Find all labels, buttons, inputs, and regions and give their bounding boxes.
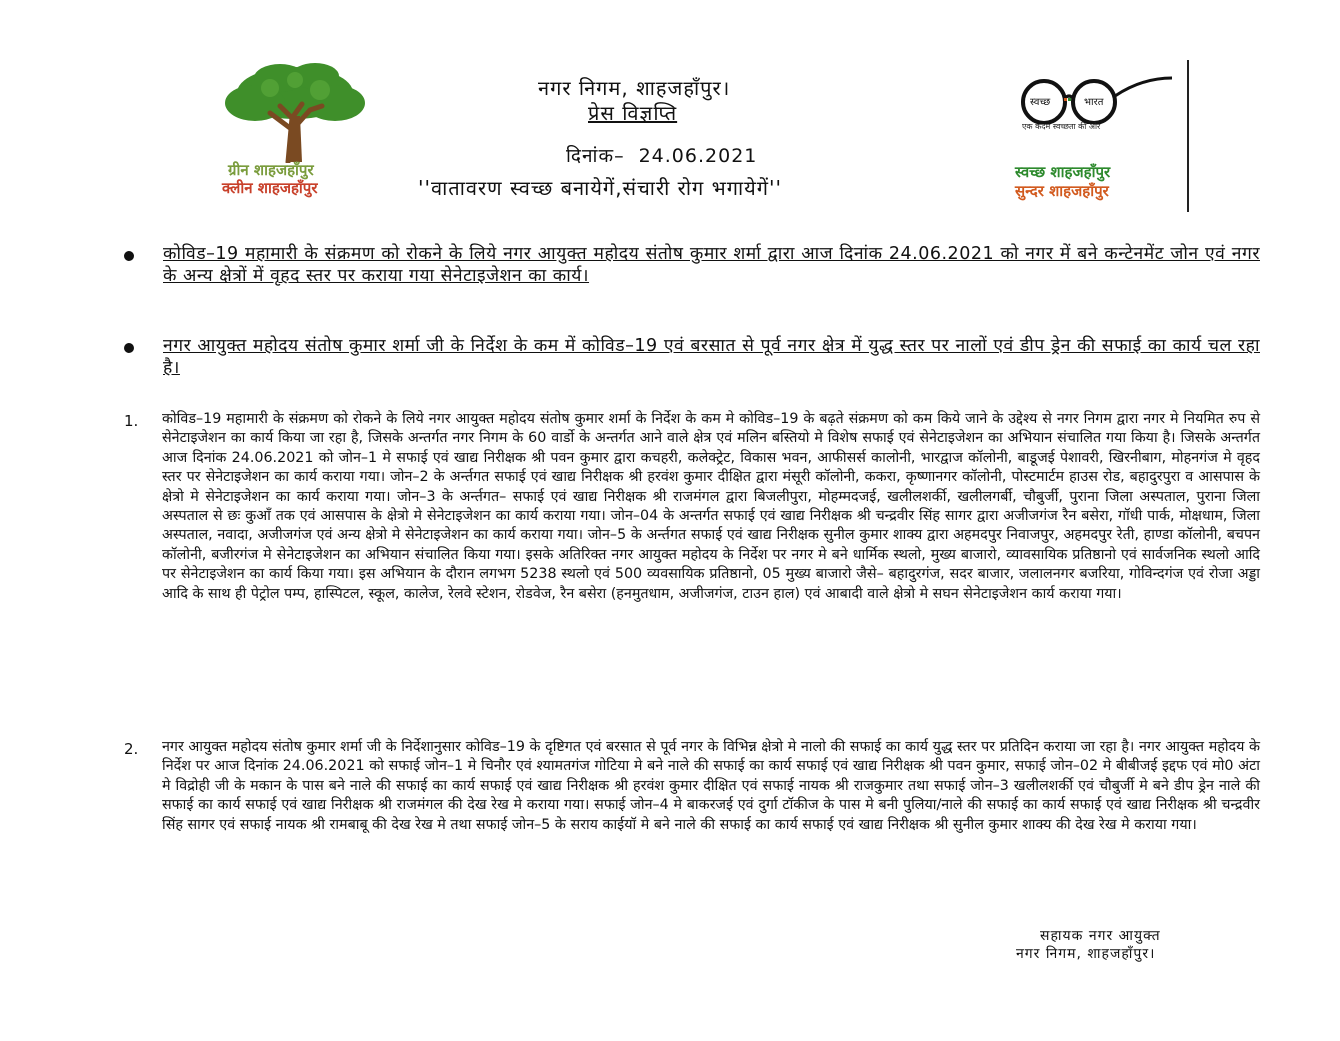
signature-title: सहायक नगर आयुक्त: [1040, 928, 1161, 944]
press-release-heading: प्रेस विज्ञप्ति: [588, 101, 678, 125]
bullet-dot-2: [124, 343, 134, 353]
signature-office: नगर निगम, शाहजहाँपुर।: [1016, 946, 1156, 962]
bharat-word: भारत: [1084, 97, 1104, 108]
header-divider: [1187, 60, 1189, 212]
tree-icon: [210, 58, 380, 163]
slogan: ''वातावरण स्वच्छ बनायेगें,संचारी रोग भगायेगें'': [418, 176, 782, 200]
date-value: 24.06.2021: [638, 145, 758, 167]
sundar-shahjahanpur-caption: सुन्दर शाहजहाँपुर: [1015, 182, 1109, 200]
date-line: [566, 142, 771, 168]
swachh-shahjahanpur-caption: स्वच्छ शाहजहाँपुर: [1015, 163, 1111, 181]
paragraph-number-2: 2.: [124, 740, 139, 758]
highlight-1: कोविड–19 महामारी के संक्रमण को रोकने के लिये नगर आयुक्त महोदय संतोष कुमार शर्मा द्वारा आज दिनांक 24.06.2021 को नगर में बने कन्टेनमेंट जोन एवं नगर के अन्य क्षेत्रों में वृहद स्तर पर कराया गया सेनेटाइजेशन का कार्य।: [163, 244, 1260, 286]
paragraph-2: नगर आयुक्त महोदय संतोष कुमार शर्मा जी के निर्देशानुसार कोविड–19 के दृष्टिगत एवं बरसात से पूर्व नगर के विभिन्न क्षेत्रो मे नालो की सफाई का कार्य युद्ध स्तर पर प्रतिदिन कराया जा रहा है। नगर आयुक्त महोदय के निर्देश पर आज दिनांक 24.06.2021 को सफाई जोन–1 मे चिनौर एवं श्यामतगंज गोटिया मे बने नाले की सफाई का कार्य सफाई एवं खाद्य निरीक्षक श्री पवन कुमार, सफाई जोन–02 मे बीबीजई इद्दफ एवं मो0 अंटा मे विद्रोही जी के मकान के पास बने नाले की सफाई का कार्य सफाई एवं खाद्य निरीक्षक श्री हरवंश कुमार दीक्षित एवं सफाई नायक श्री राजकुमार तथा सफाई जोन–3 खलीलशर्की एवं चौबुर्जी मे बने डीप ड्रेन नाले की सफाई का कार्य सफाई एवं खाद्य निरीक्षक श्री राजमंगल की देख रेख मे कराया गया। सफाई जोन–4 मे बाकरजई एवं दुर्गा टॉकीज के पास मे बनी पुलिया/नाले की सफाई का कार्य सफाई एवं खाद्य निरीक्षक श्री चन्द्रवीर सिंह सागर एवं सफाई नायक श्री रामबाबू की देख रेख मे तथा सफाई जोन–5 के सराय काईयॉ मे बने नाले की सफाई का कार्य सफाई एवं खाद्य निरीक्षक श्री सुनील कुमार शाक्य की देख रेख मे कराया गया।: [162, 739, 1260, 833]
org-title: नगर निगम, शाहजहाँपुर।: [538, 76, 731, 100]
highlight-2: नगर आयुक्त महोदय संतोष कुमार शर्मा जी के निर्देश के कम में कोविड–19 एवं बरसात से पूर्व नगर क्षेत्र में युद्ध स्तर पर नालों एवं डीप ड्रेन की सफाई का कार्य चल रहा है।: [163, 336, 1260, 378]
paragraph-1: कोविड–19 महामारी के संक्रमण को रोकने के लिये नगर आयुक्त महोदय संतोष कुमार शर्मा के निर्देश के कम मे कोविड–19 के बढ़ते संक्रमण को कम किये जाने के उद्देश्य से नगर निगम द्वारा नगर मे नियमित रुप से सेनेटाइजेशन का कार्य किया जा रहा है, जिसके अन्तर्गत नगर निगम के 60 वार्डो के अन्तर्गत आने वाले क्षेत्र एवं मलिन बस्तियो मे विशेष सफाई एवं सेनेटाइजेशन का अभियान संचालित गया किया है। जिसके अन्तर्गत आज दिनांक 24.06.2021 को जोन–1 मे सफाई एवं खाद्य निरीक्षक श्री पवन कुमार द्वारा कचहरी, कलेक्ट्रेट, विकास भवन, आफीसर्स कालोनी, भारद्वाज कॉलोनी, बाडूजई पेशावरी, खिरनीबाग, मोहनगंज मे वृहद स्तर पर सेनेटाइजेशन का कार्य कराया गया। जोन–2 के अर्न्तगत सफाई एवं खाद्य निरीक्षक श्री हरवंश कुमार दीक्षित द्वारा मंसूरी कॉलोनी, ककरा, कृष्णानगर कॉलोनी, पोस्टमार्टम हाउस रोड, बहादुरपुरा व आसपास के क्षेत्रो मे सेनेटाइजेशन का कार्य कराया गया। जोन–3 के अर्न्तगत– सफाई एवं खाद्य निरीक्षक श्री राजमंगल द्वारा बिजलीपुरा, मोहम्मदजई, खलीलशर्की, खलीलगर्बी, चौबुर्जी, पुराना जिला अस्पताल, पुराना जिला अस्पताल से छः कुआँ तक एवं आसपास के क्षेत्रो मे सेनेटाइजेशन का कार्य कराया गया। जोन–04 के अन्तर्गत सफाई एवं खाद्य निरीक्षक श्री चन्द्रवीर सिंह सागर द्वारा अजीजगंज रैन बसेरा, गॉधी पार्क, मोक्षधाम, जिला अस्पताल, नवादा, अजीजगंज एवं अन्य क्षेत्रो मे सेनेटाइजेशन का कार्य कराया गया। जोन–5 के अर्न्तगत सफाई एवं खाद्य निरीक्षक सुनील कुमार शाक्य द्वारा अहमदपुर निवाजपुर, अहमदपुर रेती, हाण्डा कॉलोनी, बचपन कॉलोनी, बजीरगंज मे सेनेटाइजेशन का अभियान संचालित किया गया। इसके अतिरिक्त नगर आयुक्त महोदय के निर्देश पर नगर मे बने धार्मिक स्थलो, मुख्य बाजारो, व्यावसायिक प्रतिष्ठानो एवं सार्वजनिक स्थलो आदि पर सेनेटाइजेशन का कार्य किया गया। इस अभियान के दौरान लगभग 5238 स्थलो एवं 500 व्यवसायिक प्रतिष्ठानो, 05 मुख्य बाजारो जैसे– बहादुरगंज, सदर बाजार, जलालनगर बजरिया, गोविन्दगंज एवं रोजा अड्डा आदि के साथ ही पेट्रोल पम्प, हास्पिटल, स्कूल, कालेज, रेलवे स्टेशन, रोडवेज, रैन बसेरा (हनमुतधाम, अजीजगंज, टाउन हाल) एवं आबादी वाले क्षेत्रो मे सघन सेनेटाइजेशन कार्य कराया गया।: [162, 411, 1260, 602]
date-label: दिनांक–: [566, 145, 625, 167]
bullet-dot-1: [124, 251, 134, 261]
swachh-tagline: एक कदम स्वच्छता की ओर: [1022, 122, 1101, 131]
paragraph-number-1: 1.: [124, 412, 139, 430]
clean-shahjahanpur-caption: क्लीन शाहजहाँपुर: [222, 179, 318, 197]
swachh-word: स्वच्छ: [1030, 97, 1051, 108]
green-shahjahanpur-caption: ग्रीन शाहजहाँपुर: [228, 161, 314, 179]
